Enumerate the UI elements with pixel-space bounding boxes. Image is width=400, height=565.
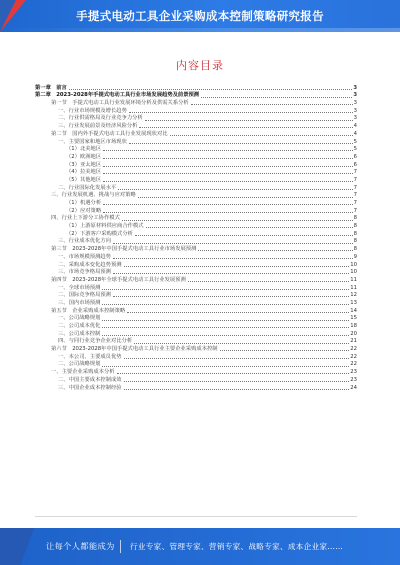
toc-page-number: 3 <box>353 107 357 114</box>
toc-dot-leader <box>127 312 349 313</box>
toc-entry-title: 三、行业发展机遇、挑战与应对策略 <box>51 192 136 199</box>
toc-entry[interactable] <box>35 230 357 238</box>
toc-page-number: 3 <box>353 84 357 91</box>
toc-entry-title: 第二节 国内外手提式电动工具行业发展现状对比 <box>51 130 168 137</box>
toc-page-number: 10 <box>350 269 357 276</box>
toc-entry[interactable] <box>35 338 357 346</box>
toc-entry-title: 三、行业成本优化方向 <box>58 238 111 245</box>
toc-entry-title: 二、国际竞争格局预测 <box>58 292 111 299</box>
toc-dot-leader <box>124 266 350 267</box>
toc-entry[interactable] <box>35 153 357 161</box>
toc-page-number: 8 <box>353 223 357 230</box>
toc-entry-title: 第六节 2023-2028年中国手提式电动工具行业主要企业采购成本控制 <box>51 346 218 353</box>
toc-dot-leader <box>102 304 349 305</box>
toc-entry-title: （2）下游客户采购模式分析 <box>66 230 133 237</box>
toc-entry[interactable] <box>35 99 357 107</box>
toc-page-number: 20 <box>350 330 357 337</box>
toc-dot-leader <box>201 97 352 98</box>
toc-entry[interactable] <box>35 138 357 146</box>
toc-page-number: 8 <box>353 215 357 222</box>
toc-entry[interactable] <box>35 176 357 184</box>
toc-entry[interactable] <box>35 345 357 353</box>
toc-entry[interactable] <box>35 84 357 92</box>
toc-entry-title: 一、主要企业采购成本分析 <box>51 369 115 376</box>
toc-dot-leader <box>129 112 353 113</box>
toc-entry-title: 第二章 2023-2028年手提式电动工具行业市场发展趋势及前景预测 <box>35 92 200 99</box>
toc-entry-title: 三、国内市场预测 <box>58 299 101 306</box>
toc-dot-leader <box>103 181 352 182</box>
toc-dot-leader <box>122 220 353 221</box>
toc-entry[interactable] <box>35 238 357 246</box>
report-title: 手提式电动工具企业采购成本控制策略研究报告 <box>76 9 324 23</box>
toc-page-number: 3 <box>353 100 357 107</box>
toc-entry-title: 第五节 企业采购成本控制策略 <box>51 307 126 314</box>
toc-entry[interactable] <box>35 161 357 169</box>
toc-entry[interactable] <box>35 361 357 369</box>
toc-entry-title: 一、市场规模预测趋势 <box>58 253 111 260</box>
toc-entry[interactable] <box>35 92 357 100</box>
toc-entry[interactable] <box>35 115 357 123</box>
toc-entry[interactable] <box>35 107 357 115</box>
toc-page-number: 7 <box>353 200 357 206</box>
toc-entry-title: 第四节 2023-2028年全球手提式电动工具行业发展预测 <box>51 276 186 283</box>
toc-dot-leader <box>113 258 353 259</box>
toc-entry-title: 一、本公司、主要成员优势 <box>58 353 122 360</box>
toc-entry-title: 第一章 前言 <box>35 84 67 91</box>
toc-entry-title: 第一节 手提式电动工具行业发展环境分析及供需关系分析 <box>51 100 189 107</box>
toc-dot-leader <box>117 373 350 374</box>
toc-entry-title: 三、市场竞争格局预测 <box>58 269 111 276</box>
toc-page-number: 7 <box>353 176 357 183</box>
footer-tagline: 行业专家、管理专家、营销专家、战略专家、成本企业家…… <box>130 542 344 551</box>
toc-entry-title: （1）北美地区 <box>66 146 102 153</box>
toc-entry[interactable] <box>35 199 357 207</box>
toc-page-number: 9 <box>353 253 357 260</box>
report-footer-bar <box>0 528 400 565</box>
toc-dot-leader <box>124 358 350 359</box>
table-of-contents <box>35 84 357 392</box>
toc-dot-leader <box>220 350 350 351</box>
toc-page-number: 11 <box>350 284 357 291</box>
toc-entry-title: 二、行业供需格局及行业竞争力分析 <box>58 115 143 122</box>
toc-entry[interactable] <box>35 146 357 154</box>
footer-corner-accent <box>0 528 34 565</box>
toc-entry-title: 一、主要国家和地区市场现状 <box>58 138 127 145</box>
toc-entry-title: 三、公司成本控制 <box>58 330 101 337</box>
toc-dot-leader <box>69 89 353 90</box>
toc-page-number: 4 <box>353 130 357 137</box>
toc-page-number: 13 <box>350 299 357 306</box>
toc-dot-leader <box>103 173 352 174</box>
toc-entry-title: 三、行业发展前景及经济风险分析 <box>58 123 138 130</box>
toc-dot-leader <box>118 189 352 190</box>
toc-entry[interactable] <box>35 322 357 330</box>
toc-page-number: 15 <box>350 315 357 322</box>
toc-entry-title: （2）应对策略 <box>66 207 102 214</box>
toc-entry[interactable] <box>35 169 357 177</box>
toc-page-number: 12 <box>350 292 357 299</box>
toc-dot-leader <box>103 150 352 151</box>
toc-page-number: 3 <box>353 115 357 122</box>
page-divider <box>35 516 357 517</box>
toc-page-number: 22 <box>350 346 357 353</box>
toc-page-number: 8 <box>353 230 357 237</box>
toc-dot-leader <box>103 158 352 159</box>
toc-dot-leader <box>102 320 349 321</box>
toc-entry-title: 二、中国主要成本控制成效 <box>58 376 122 383</box>
toc-page-number: 6 <box>353 161 357 168</box>
toc-entry-title: 三、中国企业成本控制经验 <box>58 384 122 391</box>
toc-entry-title: （3）亚太地区 <box>66 161 102 168</box>
toc-entry[interactable] <box>35 330 357 338</box>
toc-entry-title: （4）拉美地区 <box>66 169 102 176</box>
toc-entry[interactable] <box>35 276 357 284</box>
toc-dot-leader <box>129 143 353 144</box>
toc-page-number: 7 <box>353 169 357 176</box>
toc-page-number: 4 <box>353 123 357 130</box>
toc-page-number: 23 <box>350 376 357 383</box>
toc-entry[interactable] <box>35 269 357 277</box>
toc-entry[interactable] <box>35 315 357 323</box>
toc-heading: 内容目录 <box>176 59 224 72</box>
toc-dot-leader <box>191 104 353 105</box>
toc-page-number: 7 <box>353 184 357 191</box>
toc-page-number: 5 <box>353 146 357 153</box>
toc-entry-title: 四、与同行业竞争企业对比分析 <box>58 338 133 345</box>
toc-dot-leader <box>188 281 349 282</box>
toc-page-number: 21 <box>350 338 357 345</box>
toc-entry[interactable] <box>35 253 357 261</box>
toc-page-number: 14 <box>350 307 357 314</box>
toc-entry[interactable] <box>35 353 357 361</box>
toc-page-number: 24 <box>350 384 357 391</box>
toc-entry-title: 二、行业国际化发展水平 <box>58 184 117 191</box>
toc-dot-leader <box>103 166 352 167</box>
toc-dot-leader <box>124 381 350 382</box>
toc-entry[interactable] <box>35 261 357 269</box>
toc-entry[interactable] <box>35 222 357 230</box>
toc-dot-leader <box>198 250 352 251</box>
toc-page-number: 22 <box>350 361 357 368</box>
toc-dot-leader <box>102 366 349 367</box>
toc-dot-leader <box>102 335 349 336</box>
toc-dot-leader <box>146 227 353 228</box>
toc-page-number: 6 <box>353 153 357 160</box>
footer-divider <box>120 540 121 553</box>
toc-dot-leader <box>103 212 352 213</box>
toc-entry[interactable] <box>35 376 357 384</box>
footer-slogan: 让每个人都能成为 <box>46 541 115 551</box>
toc-entry-title: 第三节 2023-2028年中国手提式电动工具行业市场发展预测 <box>51 246 197 253</box>
toc-dot-leader <box>135 235 353 236</box>
toc-page-number: 7 <box>353 207 357 214</box>
toc-page-number: 3 <box>353 92 357 99</box>
toc-entry[interactable] <box>35 184 357 192</box>
toc-entry-title: （2）欧洲地区 <box>66 153 102 160</box>
toc-entry[interactable] <box>35 284 357 292</box>
toc-entry[interactable] <box>35 299 357 307</box>
toc-entry-title: 四、行业上下游分工协作模式 <box>51 215 120 222</box>
toc-entry-title: 二、公司战略规划 <box>58 361 101 368</box>
toc-dot-leader <box>103 204 352 205</box>
toc-entry-title: （1）机遇分析 <box>66 200 102 206</box>
toc-entry-title: 一、全球市场预测 <box>58 284 101 291</box>
toc-entry[interactable] <box>35 130 357 138</box>
toc-dot-leader <box>138 197 353 198</box>
toc-page-number: 11 <box>350 276 357 283</box>
toc-page-number: 23 <box>350 369 357 376</box>
toc-dot-leader <box>102 327 349 328</box>
header-stripe <box>0 28 400 32</box>
report-header-bar <box>0 0 400 32</box>
toc-page-number: 7 <box>353 192 357 199</box>
toc-dot-leader <box>134 343 349 344</box>
toc-entry[interactable] <box>35 192 357 200</box>
toc-entry-title: （1）上游原材料供应商合作模式 <box>66 223 144 230</box>
toc-entry[interactable] <box>35 368 357 376</box>
toc-page-number: 8 <box>353 238 357 245</box>
toc-dot-leader <box>145 120 353 121</box>
toc-entry[interactable] <box>35 207 357 215</box>
toc-dot-leader <box>139 127 352 128</box>
toc-dot-leader <box>170 135 353 136</box>
toc-entry[interactable] <box>35 292 357 300</box>
toc-page-number: 5 <box>353 138 357 145</box>
toc-page-number: 22 <box>350 353 357 360</box>
toc-entry-title: 二、采购成本变化趋势预测 <box>58 261 122 268</box>
toc-entry-title: 二、公司成本优化 <box>58 323 101 329</box>
toc-dot-leader <box>113 243 353 244</box>
toc-entry[interactable] <box>35 307 357 315</box>
toc-entry-title: 一、行业市场规模及增长趋势 <box>58 107 127 114</box>
toc-page-number: 8 <box>353 246 357 253</box>
toc-entry-title: （5）其他地区 <box>66 176 102 183</box>
toc-dot-leader <box>113 273 349 274</box>
toc-entry-title: 一、公司战略规划 <box>58 315 101 322</box>
toc-dot-leader <box>102 289 349 290</box>
toc-entry[interactable] <box>35 122 357 130</box>
toc-dot-leader <box>124 389 350 390</box>
toc-page-number: 18 <box>350 323 357 329</box>
toc-entry[interactable] <box>35 215 357 223</box>
toc-entry[interactable] <box>35 245 357 253</box>
toc-entry[interactable] <box>35 384 357 392</box>
toc-page-number: 10 <box>350 261 357 268</box>
toc-dot-leader <box>113 296 349 297</box>
